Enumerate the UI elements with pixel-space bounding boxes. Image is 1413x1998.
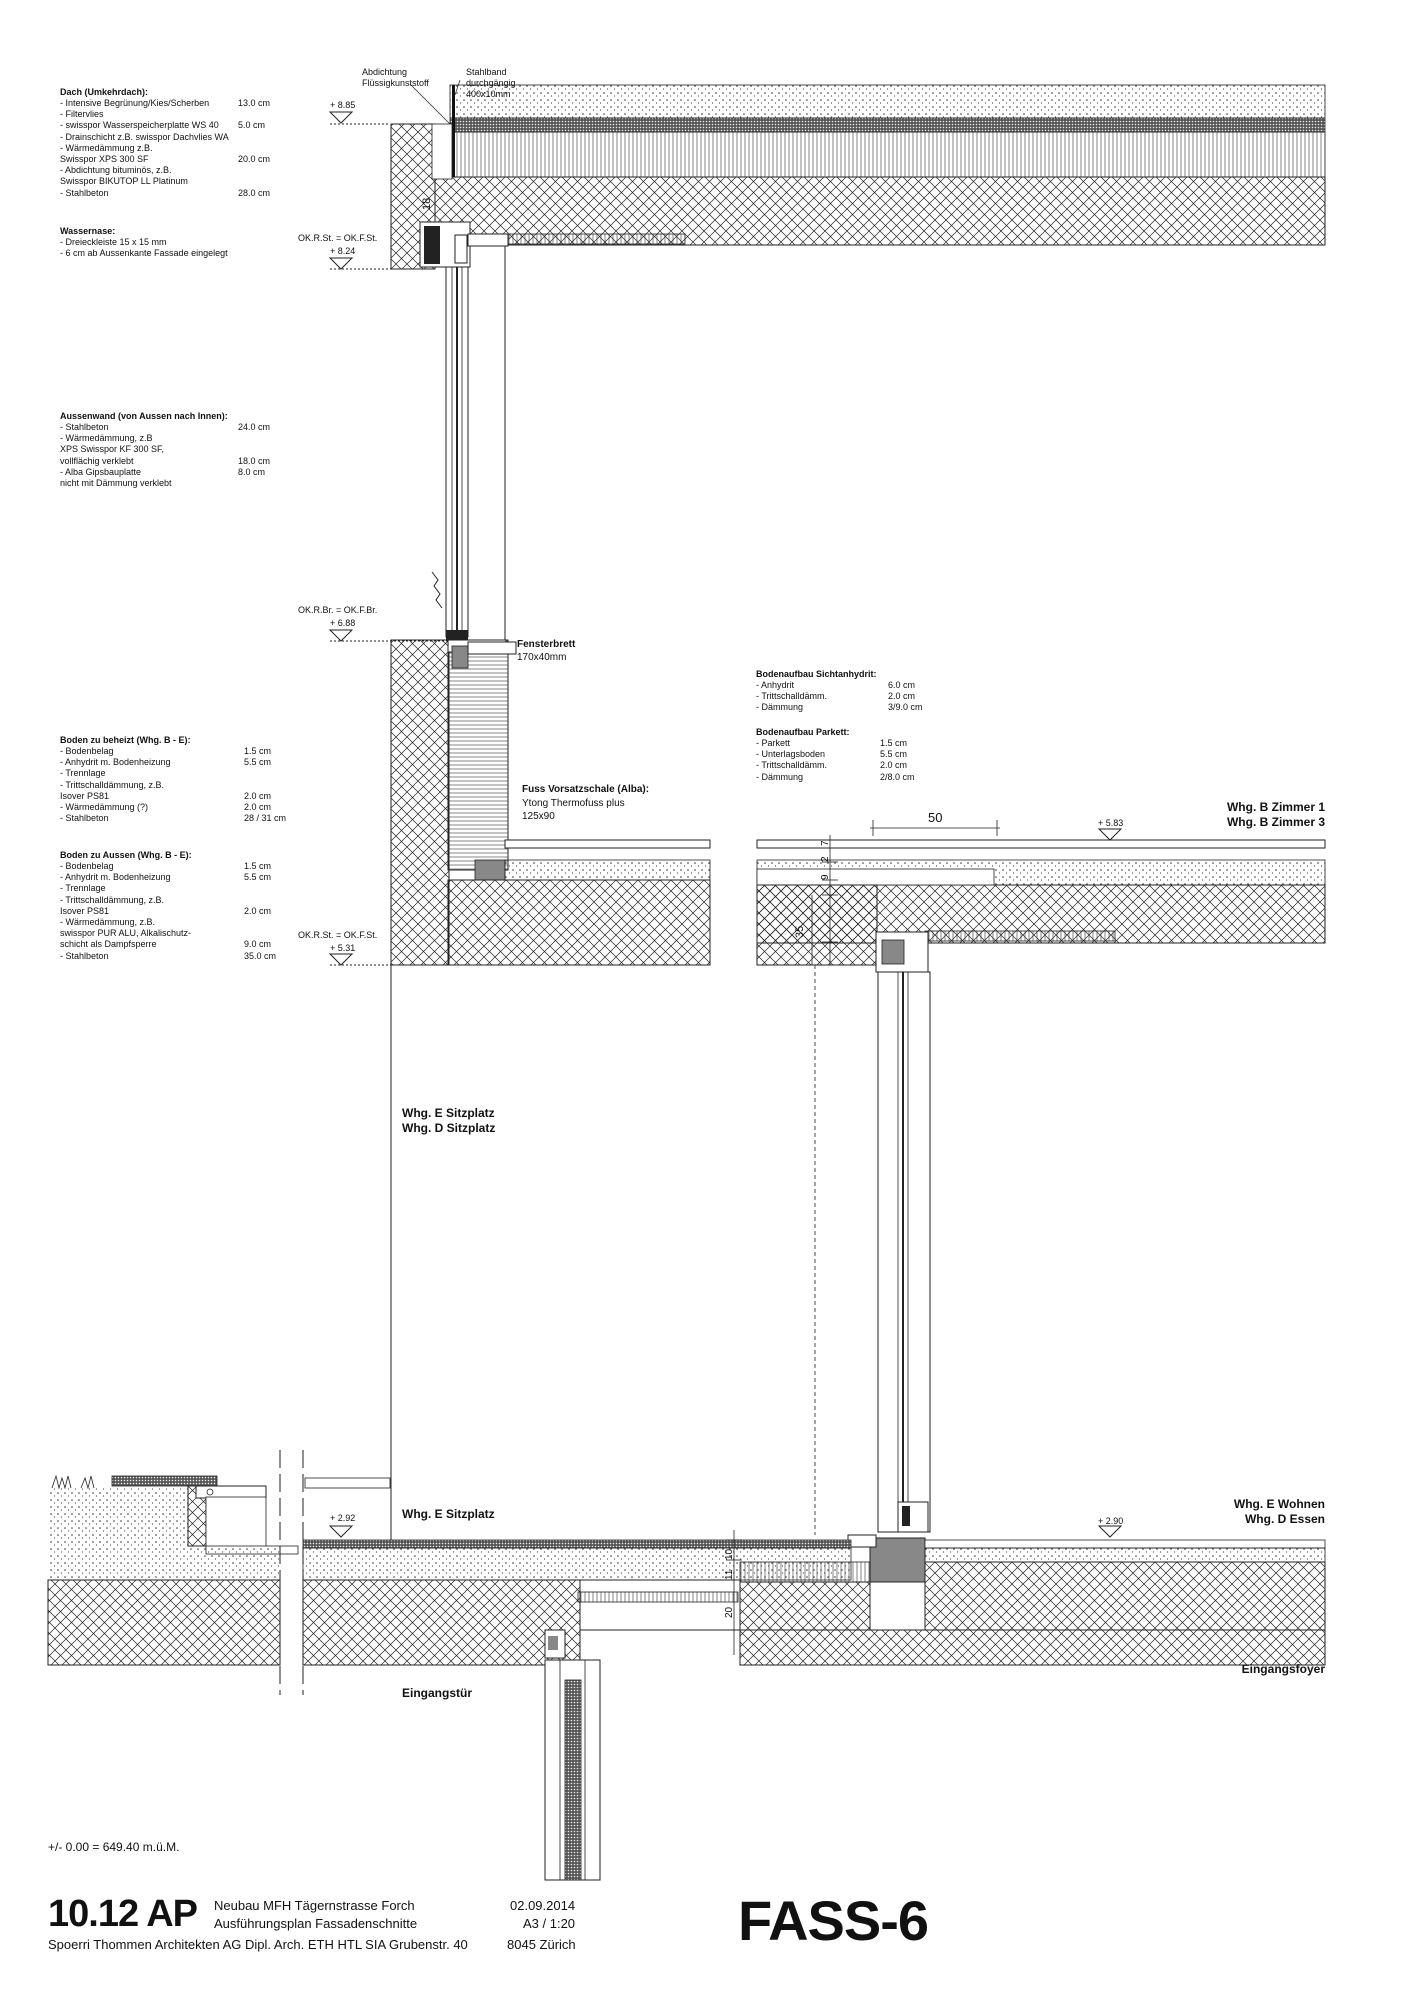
note-boden_aussen-value: 5.5 cm [244,872,272,883]
note-sichtanhydrit-value: 6.0 cm [888,680,916,690]
note-boden_aussen-value: 1.5 cm [244,861,272,871]
architect-office: Spoerri Thommen Architekten AG Dipl. Arch. ETH HTL SIA Grubenstr. 40 [48,1937,468,1952]
note-aussenwand-value: 8.0 cm [238,466,266,477]
note-boden_aussen-row: - Stahlbeton [60,950,109,961]
note-aussenwand-row: vollflächig verklebt [60,455,134,466]
callout-stahlband: Stahlband [466,67,507,77]
note-boden_beheizt-row: - Wärmedämmung (?) [60,802,149,812]
note-wassernase-row: - 6 cm ab Aussenkante Fassade eingelegt [60,248,228,259]
note-parkett-row: - Dämmung [756,771,804,782]
note-boden_beheizt-value: 2.0 cm [244,790,272,801]
note-boden_aussen-row: - Anhydrit m. Bodenheizung [60,872,171,883]
note-boden_aussen-row: - Trittschalldämmung, z.B. [60,894,165,905]
note-dach-row: Swisspor BIKUTOP LL Platinum [60,176,188,187]
note-sichtanhydrit-value: 3/9.0 cm [888,702,923,713]
dim-20: 20 [724,1606,735,1618]
dim-10: 10 [724,1548,735,1560]
room-essen: Whg. D Essen [1244,1512,1325,1526]
note-dach-row: Swisspor XPS 300 SF [60,154,149,164]
room-zimmer1: Whg. B Zimmer 1 [1226,800,1325,814]
note-parkett-row: - Unterlagsboden [756,749,826,760]
sheet-number: FASS-6 [738,1889,929,1952]
dim-35: 35 [794,925,806,938]
level-531: + 5.31 [330,943,356,953]
level-885: + 8.85 [330,100,356,110]
note-wassernase-title: Wassernase: [60,226,116,236]
note-boden_aussen-value: 35.0 cm [244,950,277,961]
note-boden_aussen-title: Boden zu Aussen (Whg. B - E): [60,850,192,860]
dim-9: 9 [820,874,831,880]
note-parkett-title: Bodenaufbau Parkett: [756,727,850,737]
note-boden_aussen-row: - Trennlage [60,883,106,894]
note-aussenwand-value: 18.0 cm [238,455,271,466]
note-boden_beheizt-row: - Anhydrit m. Bodenheizung [60,757,171,768]
dim-18: 18 [421,197,433,210]
note-dach-value: 20.0 cm [238,154,271,164]
level-824: + 8.24 [330,246,356,256]
note-dach-value: 13.0 cm [238,98,271,108]
callout-abdichtung: Abdichtung [362,67,408,77]
note-boden_beheizt-row: - Stahlbeton [60,813,109,824]
note-boden_beheizt-value: 1.5 cm [244,746,272,756]
note-boden_aussen-value: 9.0 cm [244,939,272,950]
callout-fensterbrett-title: Fensterbrett [517,639,576,650]
note-parkett-row: - Parkett [756,738,791,748]
note-sichtanhydrit-value: 2.0 cm [888,691,916,702]
note-boden_aussen-row: swisspor PUR ALU, Alkalischutz- [60,928,192,939]
note-dach-row: - swisspor Wasserspeicherplatte WS 40 [60,120,219,131]
room-wohnen: Whg. E Wohnen [1233,1497,1325,1511]
note-boden_aussen-row: schicht als Dampfsperre [60,939,157,950]
level-583: + 5.83 [1098,818,1124,828]
note-aussenwand-row: nicht mit Dämmung verklebt [60,478,172,488]
plan-format: A3 / 1:20 [523,1916,576,1931]
note-sichtanhydrit-row: - Anhydrit [756,680,795,690]
room-sitzplatz-e-ground: Whg. E Sitzplatz [402,1507,495,1521]
note-boden_beheizt-value: 5.5 cm [244,757,272,768]
note-boden_beheizt-row: - Trennlage [60,768,106,779]
callout-stahlband: 400x10mm [466,89,511,99]
note-boden_aussen-row: - Bodenbelag [60,861,114,871]
plan-date: 02.09.2014 [510,1898,576,1913]
note-boden_beheizt-value: 28 / 31 cm [244,813,287,824]
note-parkett-value: 5.5 cm [880,749,908,760]
note-dach-value: 28.0 cm [238,187,271,198]
note-sichtanhydrit-title: Bodenaufbau Sichtanhydrit: [756,669,877,679]
note-aussenwand-row: XPS Swisspor KF 300 SF, [60,444,165,455]
level-292: + 2.92 [330,1513,356,1523]
note-dach-row: - Intensive Begrünung/Kies/Scherben [60,98,210,108]
level-688: + 6.88 [330,618,356,628]
note-boden_beheizt-title: Boden zu beheizt (Whg. B - E): [60,735,191,745]
note-dach-row: - Abdichtung bituminös, z.B. [60,165,172,176]
note-dach-value: 5.0 cm [238,120,266,131]
callout-stahlband: durchgängig [466,78,516,88]
room-eingangsfoyer: Eingangsfoyer [1241,1662,1325,1676]
note-aussenwand-row: - Stahlbeton [60,422,109,432]
room-sitzplatz-e: Whg. E Sitzplatz [402,1106,495,1120]
note-boden_beheizt-value: 2.0 cm [244,802,272,812]
plan-number: 10.12 AP [48,1893,198,1935]
plan-type: Ausführungsplan Fassadenschnitte [214,1916,418,1931]
note-dach-title: Dach (Umkehrdach): [60,87,149,97]
note-boden_beheizt-row: - Bodenbelag [60,746,114,756]
note-dach-row: - Wärmedämmung z.B. [60,142,153,153]
callout-fuss-title: Fuss Vorsatzschale (Alba): [522,784,650,795]
callout-abdichtung: Flüssigkunststoff [362,78,429,88]
note-aussenwand-title: Aussenwand (von Aussen nach Innen): [60,411,228,421]
level-okrst-top: OK.R.St. = OK.F.St. [298,233,378,243]
callout-fensterbrett-size: 170x40mm [517,652,567,663]
level-okrbr: OK.R.Br. = OK.F.Br. [298,605,378,615]
project-name: Neubau MFH Tägernstrasse Forch [214,1898,415,1913]
callout-fuss-size: 125x90 [522,811,555,822]
note-parkett-value: 2/8.0 cm [880,771,915,782]
room-zimmer3: Whg. B Zimmer 3 [1226,815,1325,829]
note-sichtanhydrit-row: - Trittschalldämm. [756,691,828,702]
level-290: + 2.90 [1098,1516,1124,1526]
note-parkett-value: 1.5 cm [880,738,908,748]
dim-11: 11 [724,1569,735,1580]
note-boden_aussen-row: Isover PS81 [60,905,110,916]
city: 8045 Zürich [507,1937,576,1952]
note-boden_beheizt-row: Isover PS81 [60,790,110,801]
level-okrst-mid: OK.R.St. = OK.F.St. [298,930,378,940]
note-aussenwand-value: 24.0 cm [238,422,271,432]
height-reference: +/- 0.00 = 649.40 m.ü.M. [48,1840,180,1854]
note-wassernase-row: - Dreieckleiste 15 x 15 mm [60,237,167,247]
dim-50: 50 [928,810,943,825]
note-boden_aussen-row: - Wärmedämmung, z.B. [60,917,156,927]
note-dach-row: - Filtervlies [60,109,104,120]
note-parkett-row: - Trittschalldämm. [756,760,828,771]
note-aussenwand-row: - Wärmedämmung, z.B [60,433,153,444]
room-eingangstuer: Eingangstür [402,1686,473,1700]
callout-fuss-product: Ytong Thermofuss plus [522,798,625,809]
note-aussenwand-row: - Alba Gipsbauplatte [60,466,142,477]
note-boden_beheizt-row: - Trittschalldämmung, z.B. [60,779,165,790]
dim-7: 7 [820,840,831,846]
note-dach-row: - Drainschicht z.B. swisspor Dachvlies WA [60,131,229,142]
dim-2: 2 [820,856,831,862]
room-sitzplatz-d: Whg. D Sitzplatz [402,1121,496,1135]
note-sichtanhydrit-row: - Dämmung [756,702,804,713]
note-dach-row: - Stahlbeton [60,187,109,198]
note-boden_aussen-value: 2.0 cm [244,905,272,916]
note-parkett-value: 2.0 cm [880,760,908,771]
